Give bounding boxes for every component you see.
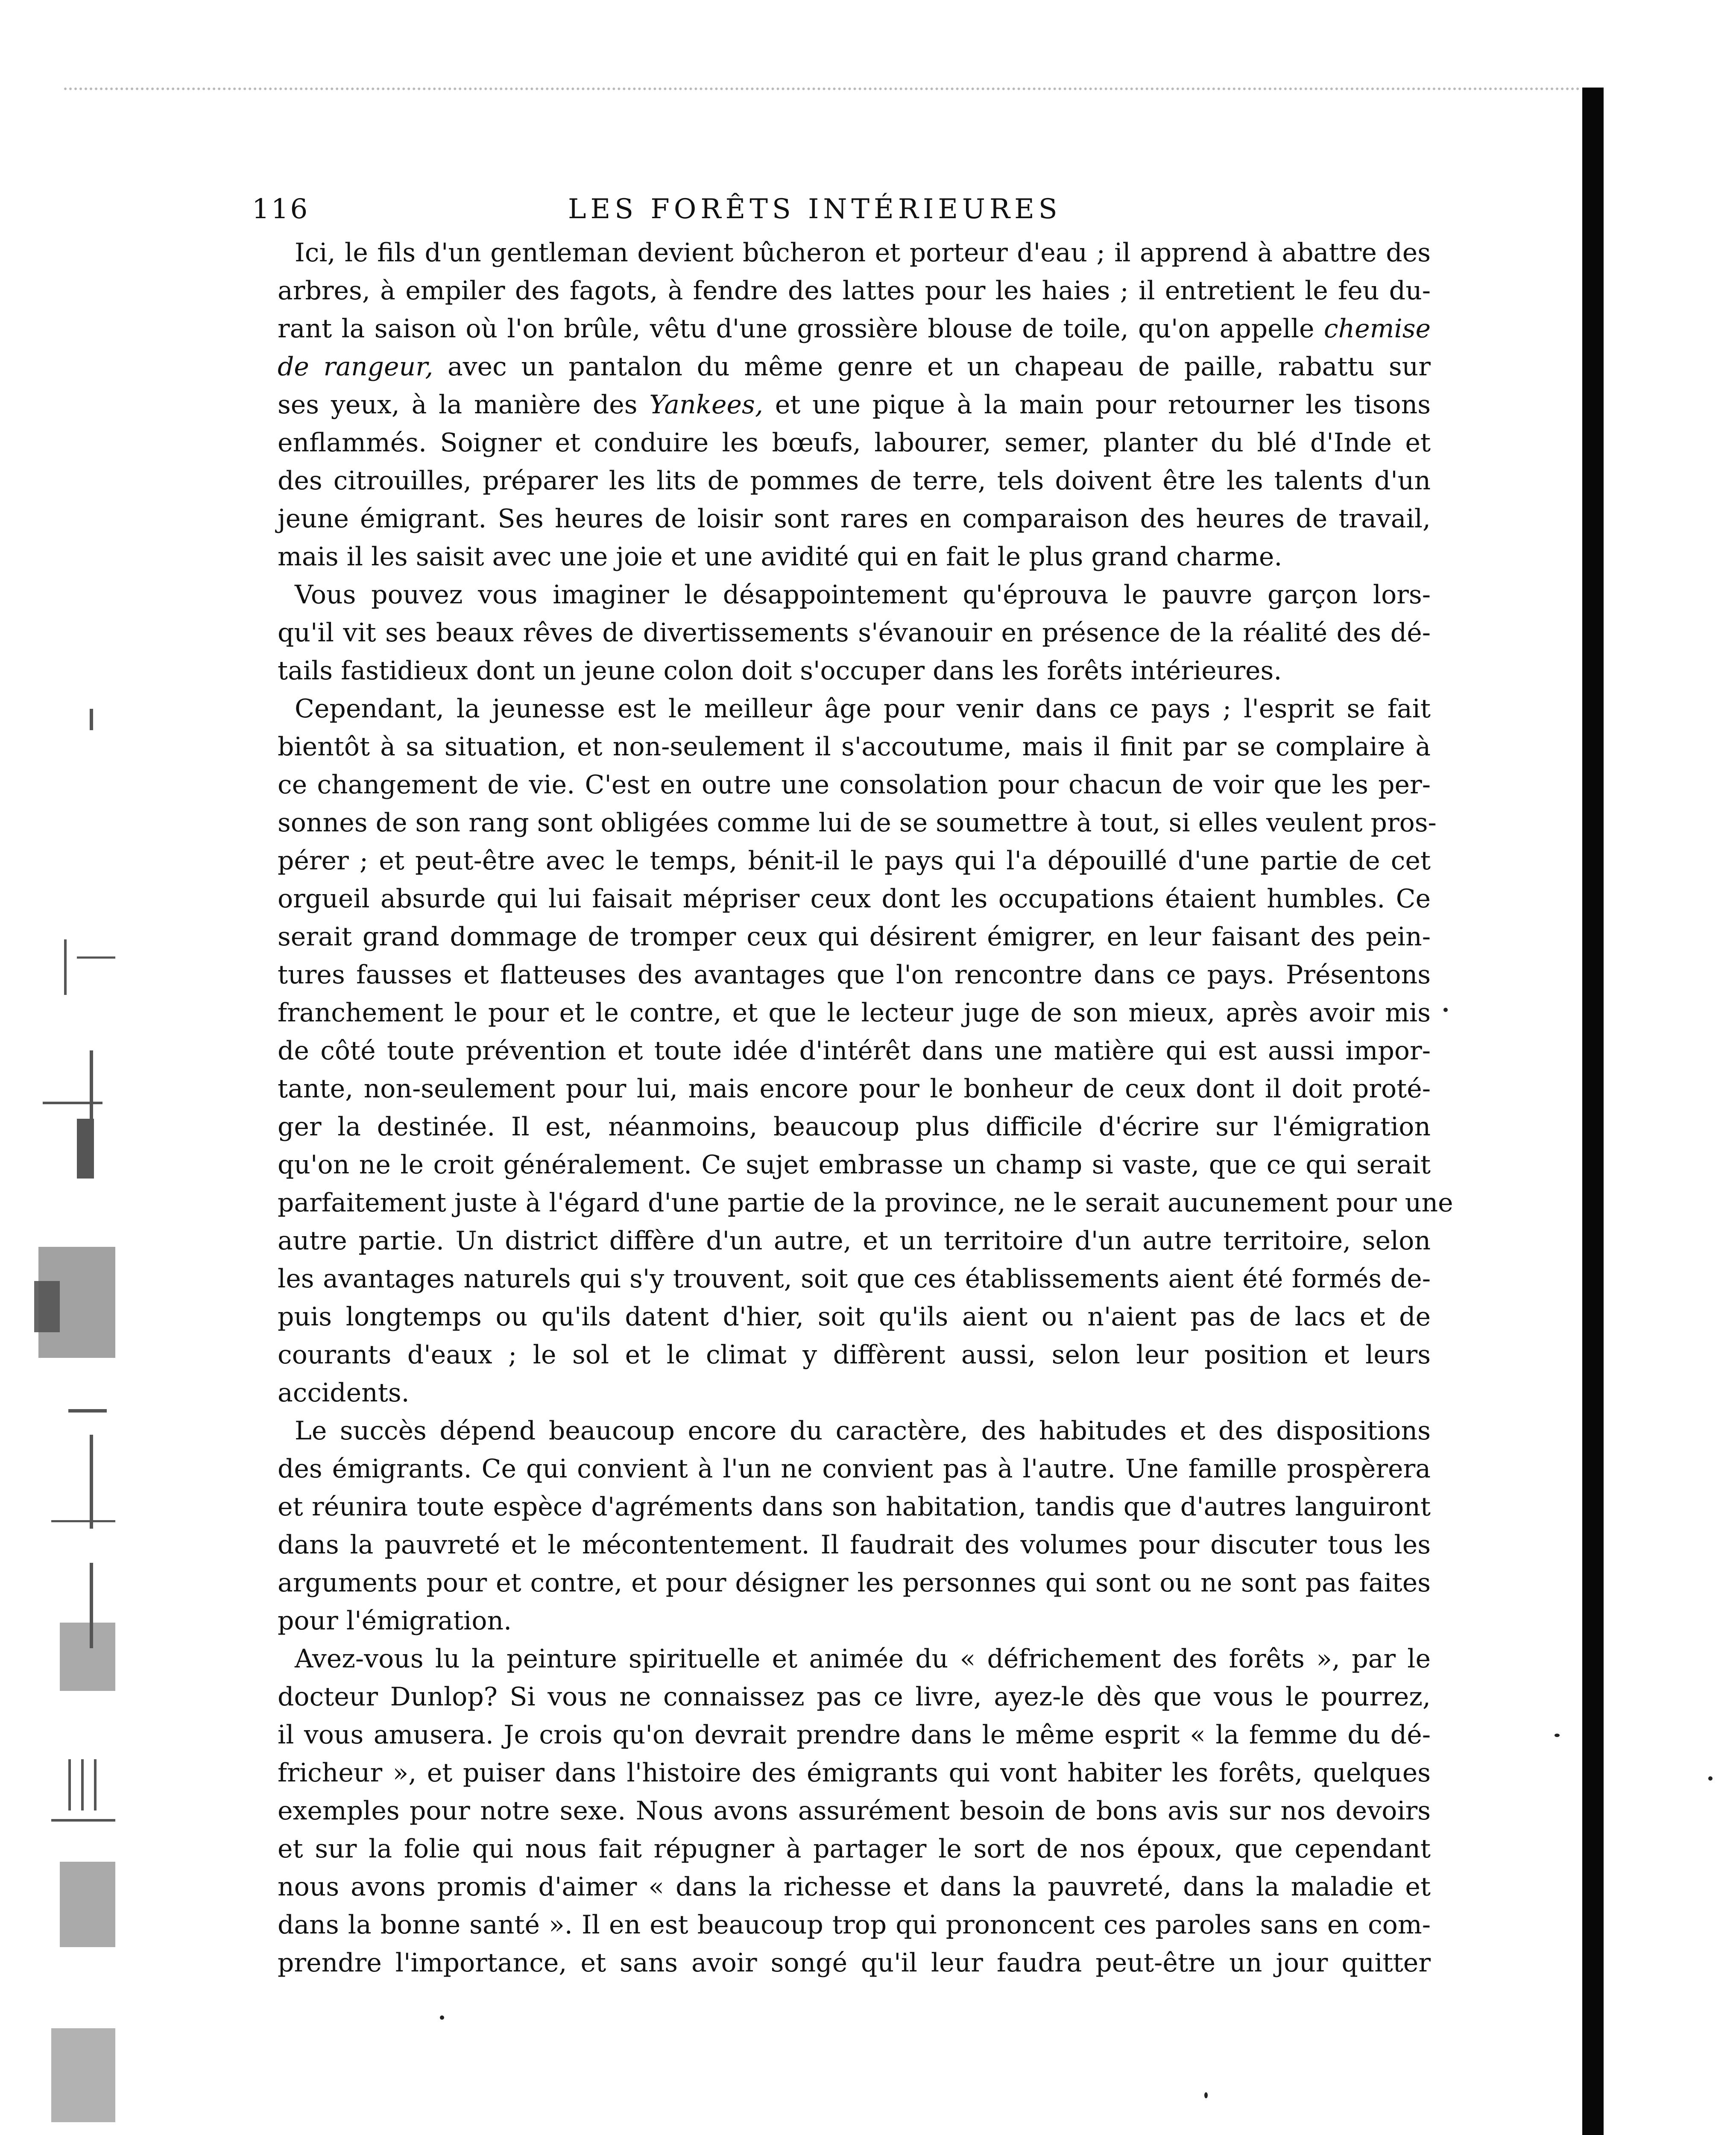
text-line: qu'on ne le croit généralement. Ce sujet embrasse un champ si vaste, que ce qui serait [278, 1150, 1431, 1180]
text-line: serait grand dommage de tromper ceux qui désirent émigrer, en leur faisant des pein- [278, 922, 1431, 952]
text-line: des citrouilles, préparer les lits de pommes de terre, tels doivent être les talents d'un [278, 466, 1431, 496]
paragraph [278, 576, 1431, 690]
scan-right-edge-bar [1582, 88, 1604, 2135]
scan-top-edge [64, 88, 1580, 90]
text-line: arbres, à empiler des fagots, à fendre des lattes pour les haies ; il entretient le feu du- [278, 276, 1431, 306]
paragraph [278, 1640, 1431, 1982]
paragraph [278, 690, 1453, 1412]
text-line: ce changement de vie. C'est en outre une consolation pour chacun de voir que les per- [278, 770, 1431, 800]
text-line: Avez-vous lu la peinture spirituelle et animée du « défrichement des forêts », par le [295, 1644, 1431, 1674]
text-line: et sur la folie qui nous fait répugner à partager le sort de nos époux, que cependant [278, 1834, 1431, 1864]
running-title: LES FORÊTS INTÉRIEURES [568, 193, 1062, 225]
scan-speck [440, 2015, 444, 2020]
text-line: prendre l'importance, et sans avoir songé qu'il leur faudra peut-être un jour quitter [278, 1948, 1431, 1978]
text-line: courants d'eaux ; le sol et le climat y diffèrent aussi, selon leur position et leurs [278, 1340, 1431, 1370]
text-line: fricheur », et puiser dans l'histoire des émigrants qui vont habiter les forêts, quelques [278, 1758, 1431, 1788]
text-line: arguments pour et contre, et pour désigner les personnes qui sont ou ne sont pas faites [278, 1568, 1431, 1598]
text-line: dans la bonne santé ». Il en est beaucoup trop qui prononcent ces paroles sans en com- [278, 1910, 1431, 1940]
text-line: puis longtemps ou qu'ils datent d'hier, soit qu'ils aient ou n'aient pas de lacs et de [278, 1302, 1431, 1332]
paragraph [278, 234, 1431, 576]
text-line: accidents. [278, 1378, 410, 1408]
text-line: Vous pouvez vous imaginer le désappointement qu'éprouva le pauvre garçon lors- [295, 580, 1431, 610]
text-line: ses yeux, à la manière des Yankees, et une pique à la main pour retourner les tisons [278, 390, 1431, 420]
text-line: dans la pauvreté et le mécontentement. Il faudrait des volumes pour discuter tous les [278, 1530, 1431, 1560]
text-line: autre partie. Un district diffère d'un autre, et un territoire d'un autre territoire, selon [278, 1226, 1431, 1256]
text-line: de côté toute prévention et toute idée d'intérêt dans une matière qui est aussi impor- [278, 1036, 1431, 1066]
text-line: Cependant, la jeunesse est le meilleur âge pour venir dans ce pays ; l'esprit se fait [295, 694, 1431, 724]
scan-left-edge-noise [26, 683, 137, 2135]
text-line: nous avons promis d'aimer « dans la richesse et dans la pauvreté, dans la maladie et [278, 1872, 1431, 1902]
text-line: sonnes de son rang sont obligées comme lui de se soumettre à tout, si elles veulent pros- [278, 808, 1437, 838]
scan-speck [1443, 1008, 1448, 1012]
paragraph [278, 1412, 1431, 1640]
text-line: de rangeur, avec un pantalon du même genre et un chapeau de paille, rabattu sur [278, 352, 1431, 382]
text-line: bientôt à sa situation, et non-seulement il s'accoutume, mais il finit par se complaire à [278, 732, 1431, 762]
text-line: pérer ; et peut-être avec le temps, bénit-il le pays qui l'a dépouillé d'une partie de cet [278, 846, 1431, 876]
text-line: et réunira toute espèce d'agréments dans son habitation, tandis que d'autres languiront [278, 1492, 1431, 1522]
scan-speck [1204, 2092, 1208, 2098]
scan-speck [1708, 1776, 1713, 1781]
text-line: pour l'émigration. [278, 1606, 512, 1636]
text-line: orgueil absurde qui lui faisait mépriser ceux dont les occupations étaient humbles. Ce [278, 884, 1431, 914]
text-line: rant la saison où l'on brûle, vêtu d'une grossière blouse de toile, qu'on appelle chemise [278, 314, 1431, 344]
text-line: Le succès dépend beaucoup encore du caractère, des habitudes et des dispositions [295, 1416, 1431, 1446]
text-line: il vous amusera. Je crois qu'on devrait prendre dans le même esprit « la femme du dé- [278, 1720, 1431, 1750]
text-line: les avantages naturels qui s'y trouvent, soit que ces établissements aient été formés de- [278, 1264, 1431, 1294]
text-line: parfaitement juste à l'égard d'une partie de la province, ne le serait aucunement pour une [278, 1188, 1453, 1218]
page-number: 116 [252, 193, 310, 225]
text-line: mais il les saisit avec une joie et une avidité qui en fait le plus grand charme. [278, 542, 1282, 572]
text-line: tante, non-seulement pour lui, mais encore pour le bonheur de ceux dont il doit proté- [278, 1074, 1431, 1104]
text-line: Ici, le fils d'un gentleman devient bûcheron et porteur d'eau ; il apprend à abattre des [295, 238, 1431, 268]
text-line: des émigrants. Ce qui convient à l'un ne convient pas à l'autre. Une famille prospèrera [278, 1454, 1431, 1484]
text-line: qu'il vit ses beaux rêves de divertissements s'évanouir en présence de la réalité des dé- [278, 618, 1431, 648]
text-line: ger la destinée. Il est, néanmoins, beaucoup plus difficile d'écrire sur l'émigration [278, 1112, 1431, 1142]
text-line: jeune émigrant. Ses heures de loisir sont rares en comparaison des heures de travail, [278, 504, 1431, 534]
text-line: enflammés. Soigner et conduire les bœufs, labourer, semer, planter du blé d'Inde et [278, 428, 1431, 458]
text-line: tures fausses et flatteuses des avantages que l'on rencontre dans ce pays. Présentons [278, 960, 1431, 990]
text-line: exemples pour notre sexe. Nous avons assurément besoin de bons avis sur nos devoirs [278, 1796, 1431, 1826]
text-line: franchement le pour et le contre, et que le lecteur juge de son mieux, après avoir mis [278, 998, 1431, 1028]
text-line: tails fastidieux dont un jeune colon doit s'occuper dans les forêts intérieures. [278, 656, 1282, 686]
text-line: docteur Dunlop? Si vous ne connaissez pas ce livre, ayez-le dès que vous le pourrez, [278, 1682, 1431, 1712]
scan-speck [1554, 1734, 1560, 1737]
body-text [278, 234, 1453, 1982]
